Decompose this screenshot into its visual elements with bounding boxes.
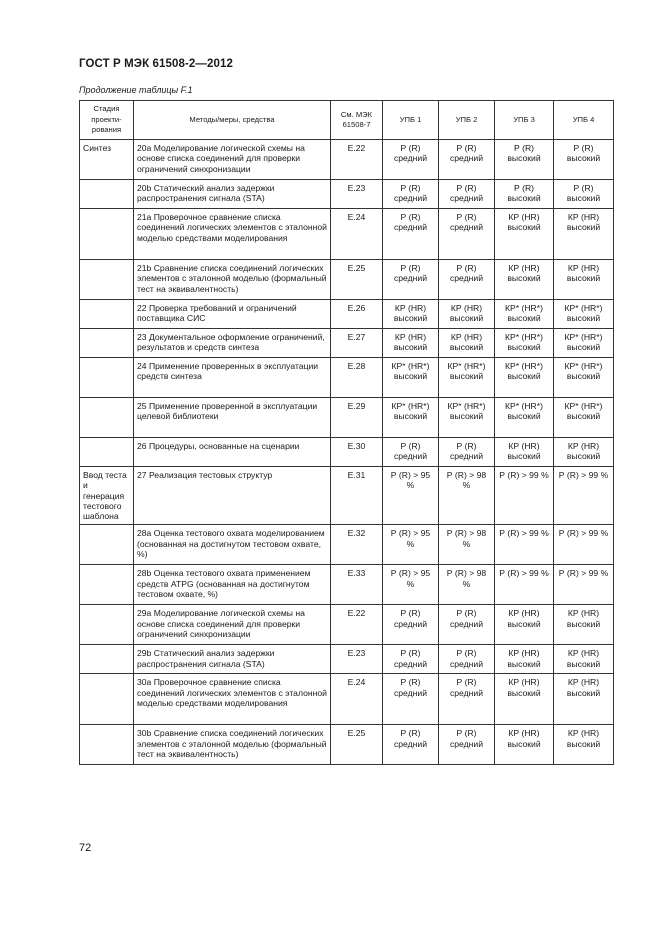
upb2-cell: Р (R) > 98 %: [439, 525, 495, 565]
upb3-cell: КР (HR) высокий: [495, 645, 554, 674]
upb2-cell: Р (R) средний: [439, 260, 495, 300]
upb4-cell: КР (HR) высокий: [554, 725, 614, 765]
upb1-cell: КР* (HR*) высокий: [383, 398, 439, 438]
upb2-cell: Р (R) средний: [439, 140, 495, 180]
table-row: [80, 525, 614, 565]
upb2-cell: Р (R) > 98 %: [439, 565, 495, 605]
upb4-cell: Р (R) высокий: [554, 140, 614, 180]
upb1-cell: Р (R) > 95 %: [383, 525, 439, 565]
method-cell: 28b Оценка тестового охвата применением средств ATPG (основанная на достигнутом тестовом охвате, %): [134, 565, 331, 605]
method-cell: 20b Статический анализ задержки распространения сигнала (STA): [134, 180, 331, 209]
method-cell: 28a Оценка тестового охвата моделированием (основанная на достигнутом тестовом охвате, %): [134, 525, 331, 565]
upb1-cell: Р (R) средний: [383, 438, 439, 467]
stage-cell-continued: [80, 300, 134, 329]
upb1-cell: Р (R) средний: [383, 180, 439, 209]
table-row: [80, 565, 614, 605]
upb2-cell: КР* (HR*) высокий: [439, 358, 495, 398]
upb1-cell: Р (R) > 95 %: [383, 467, 439, 525]
reference-cell: E.30: [331, 438, 383, 467]
upb3-cell: Р (R) высокий: [495, 180, 554, 209]
column-header-methods: Методы/меры, средства: [134, 101, 331, 140]
upb2-cell: КР* (HR*) высокий: [439, 398, 495, 438]
table-caption: Продолжение таблицы F.1: [79, 85, 193, 95]
column-header-upb4: УПБ 4: [554, 101, 614, 140]
upb3-cell: КР (HR) высокий: [495, 438, 554, 467]
upb1-cell: КР (HR) высокий: [383, 300, 439, 329]
upb1-cell: КР* (HR*) высокий: [383, 358, 439, 398]
table-header-row: [80, 101, 614, 140]
stage-cell-continued: [80, 260, 134, 300]
upb2-cell: Р (R) средний: [439, 645, 495, 674]
reference-cell: E.25: [331, 260, 383, 300]
upb4-cell: КР (HR) высокий: [554, 209, 614, 260]
reference-cell: E.25: [331, 725, 383, 765]
upb3-cell: Р (R) > 99 %: [495, 565, 554, 605]
upb2-cell: КР (HR) высокий: [439, 329, 495, 358]
reference-cell: E.33: [331, 565, 383, 605]
upb2-cell: Р (R) средний: [439, 180, 495, 209]
methods-table: [79, 100, 614, 765]
reference-cell: E.26: [331, 300, 383, 329]
column-header-upb2: УПБ 2: [439, 101, 495, 140]
method-cell: 27 Реализация тестовых структур: [134, 467, 331, 525]
upb1-cell: Р (R) средний: [383, 260, 439, 300]
method-cell: 20а Моделирование логической схемы на основе списка соединений для проверки ограничений синхронизации: [134, 140, 331, 180]
method-cell: 29a Моделирование логической схемы на основе списка соединений для проверки ограничений синхронизации: [134, 605, 331, 645]
upb4-cell: КР (HR) высокий: [554, 260, 614, 300]
stage-cell: Синтез: [80, 140, 134, 180]
table-row: [80, 300, 614, 329]
method-cell: 21a Проверочное сравнение списка соединений логических элементов с эталонной моделью средствами моделирования: [134, 209, 331, 260]
upb2-cell: Р (R) средний: [439, 674, 495, 725]
upb3-cell: КР (HR) высокий: [495, 725, 554, 765]
upb1-cell: Р (R) средний: [383, 209, 439, 260]
stage-cell-continued: [80, 329, 134, 358]
stage-cell-continued: [80, 725, 134, 765]
upb4-cell: КР* (HR*) высокий: [554, 358, 614, 398]
page-number: 72: [79, 842, 92, 854]
upb4-cell: КР (HR) высокий: [554, 438, 614, 467]
upb4-cell: КР* (HR*) высокий: [554, 398, 614, 438]
upb4-cell: Р (R) > 99 %: [554, 565, 614, 605]
method-cell: 21b Сравнение списка соединений логических элементов с эталонной моделью (формальный тест на эквивалентность): [134, 260, 331, 300]
upb3-cell: Р (R) > 99 %: [495, 525, 554, 565]
column-header-reference: См. МЭК 61508-7: [331, 101, 383, 140]
upb3-cell: КР (HR) высокий: [495, 674, 554, 725]
column-header-upb1: УПБ 1: [383, 101, 439, 140]
upb3-cell: КР* (HR*) высокий: [495, 300, 554, 329]
table-row: [80, 140, 614, 180]
table-body: [80, 140, 614, 765]
table-row: [80, 645, 614, 674]
stage-cell-continued: [80, 645, 134, 674]
document-title: ГОСТ Р МЭК 61508-2—2012: [79, 58, 233, 70]
reference-cell: E.22: [331, 605, 383, 645]
stage-cell-continued: [80, 180, 134, 209]
upb2-cell: Р (R) средний: [439, 438, 495, 467]
upb4-cell: КР (HR) высокий: [554, 605, 614, 645]
upb1-cell: Р (R) > 95 %: [383, 565, 439, 605]
column-header-stage: Стадия проекти-рования: [80, 101, 134, 140]
table-row: [80, 329, 614, 358]
method-cell: 30b Сравнение списка соединений логических элементов с эталонной моделью (формальный тест на эквивалентность): [134, 725, 331, 765]
reference-cell: E.32: [331, 525, 383, 565]
upb3-cell: КР (HR) высокий: [495, 605, 554, 645]
upb2-cell: Р (R) средний: [439, 209, 495, 260]
upb4-cell: Р (R) высокий: [554, 180, 614, 209]
upb3-cell: КР* (HR*) высокий: [495, 329, 554, 358]
method-cell: 25 Применение проверенной в эксплуатации целевой библиотеки: [134, 398, 331, 438]
reference-cell: E.22: [331, 140, 383, 180]
reference-cell: E.31: [331, 467, 383, 525]
stage-cell-continued: [80, 565, 134, 605]
upb4-cell: КР* (HR*) высокий: [554, 329, 614, 358]
method-cell: 29b Статический анализ задержки распространения сигнала (STA): [134, 645, 331, 674]
method-cell: 24 Применение проверенных в эксплуатации средств синтеза: [134, 358, 331, 398]
table-row: [80, 605, 614, 645]
upb2-cell: Р (R) средний: [439, 725, 495, 765]
method-cell: 30a Проверочное сравнение списка соединений логических элементов с эталонной моделью средствами моделирования: [134, 674, 331, 725]
table-row: [80, 674, 614, 725]
method-cell: 22 Проверка требований и ограничений поставщика СИС: [134, 300, 331, 329]
stage-cell-continued: [80, 438, 134, 467]
stage-cell-continued: [80, 605, 134, 645]
reference-cell: E.27: [331, 329, 383, 358]
table-row: [80, 209, 614, 260]
upb1-cell: Р (R) средний: [383, 605, 439, 645]
method-cell: 26 Процедуры, основанные на сценарии: [134, 438, 331, 467]
upb1-cell: Р (R) средний: [383, 140, 439, 180]
stage-cell: Ввод теста и генерация тестового шаблона: [80, 467, 134, 525]
upb2-cell: КР (HR) высокий: [439, 300, 495, 329]
upb3-cell: КР* (HR*) высокий: [495, 398, 554, 438]
table-row: [80, 260, 614, 300]
upb3-cell: КР* (HR*) высокий: [495, 358, 554, 398]
stage-cell-continued: [80, 209, 134, 260]
upb1-cell: Р (R) средний: [383, 645, 439, 674]
reference-cell: E.29: [331, 398, 383, 438]
upb3-cell: Р (R) высокий: [495, 140, 554, 180]
table-row: [80, 467, 614, 525]
upb3-cell: КР (HR) высокий: [495, 260, 554, 300]
reference-cell: E.23: [331, 180, 383, 209]
upb1-cell: Р (R) средний: [383, 674, 439, 725]
reference-cell: E.24: [331, 674, 383, 725]
upb2-cell: Р (R) средний: [439, 605, 495, 645]
table-row: [80, 398, 614, 438]
upb4-cell: КР* (HR*) высокий: [554, 300, 614, 329]
upb1-cell: КР (HR) высокий: [383, 329, 439, 358]
stage-cell-continued: [80, 674, 134, 725]
upb4-cell: КР (HR) высокий: [554, 674, 614, 725]
upb4-cell: КР (HR) высокий: [554, 645, 614, 674]
upb2-cell: Р (R) > 98 %: [439, 467, 495, 525]
table-row: [80, 358, 614, 398]
upb3-cell: Р (R) > 99 %: [495, 467, 554, 525]
upb4-cell: Р (R) > 99 %: [554, 525, 614, 565]
upb4-cell: Р (R) > 99 %: [554, 467, 614, 525]
upb1-cell: Р (R) средний: [383, 725, 439, 765]
table-row: [80, 180, 614, 209]
stage-cell-continued: [80, 358, 134, 398]
table-row: [80, 725, 614, 765]
upb3-cell: КР (HR) высокий: [495, 209, 554, 260]
method-cell: 23 Документальное оформление ограничений, результатов и средств синтеза: [134, 329, 331, 358]
reference-cell: E.24: [331, 209, 383, 260]
reference-cell: E.23: [331, 645, 383, 674]
reference-cell: E.28: [331, 358, 383, 398]
column-header-upb3: УПБ 3: [495, 101, 554, 140]
stage-cell-continued: [80, 525, 134, 565]
stage-cell-continued: [80, 398, 134, 438]
table-row: [80, 438, 614, 467]
